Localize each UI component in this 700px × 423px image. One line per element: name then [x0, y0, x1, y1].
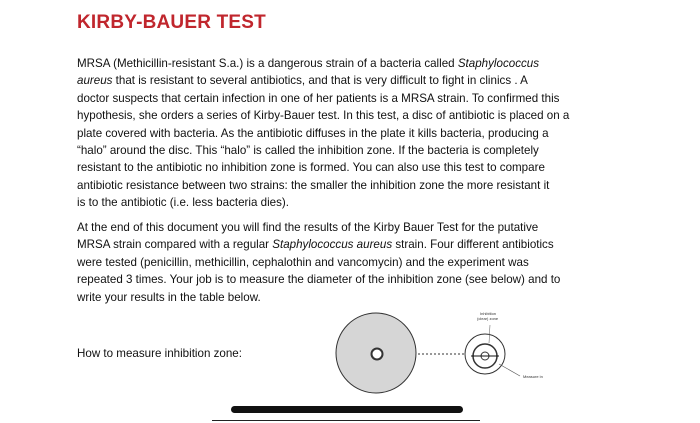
measure-instruction-label: How to measure inhibition zone: [77, 347, 242, 360]
paragraph-line: were tested (penicillin, methicillin, cephalothin and vancomycin) and the experiment was [77, 255, 529, 269]
inhibition-zone-figure [320, 308, 580, 408]
paragraph-line: is to the antibiotic (i.e. less bacteria dies). [77, 196, 290, 210]
paragraph-line: repeated 3 times. Your job is to measure the diameter of the inhibition zone (see below) and to [77, 273, 561, 287]
paragraph-line: aureus that is resistant to several antibiotics, and that is very difficult to fight in clinics . A [77, 74, 528, 88]
intro-paragraph [77, 55, 637, 212]
inhibition-zone-label: Inhibition [480, 311, 497, 316]
paragraph-line: antibiotic resistance between two strains: the smaller the inhibition zone the more resistant it [77, 178, 550, 192]
paragraph-line: doctor suspects that certain infection in one of her patients is a MRSA strain. To confirmed this [77, 91, 560, 105]
paragraph-line: hypothesis, she orders a series of Kirby-Bauer test. In this test, a disc of antibiotic is placed on a [77, 109, 570, 123]
paragraph-line: MRSA strain compared with a regular Staphylococcus aureus strain. Four different antibiotics [77, 238, 554, 252]
paragraph-line: plate covered with bacteria. As the antibiotic diffuses in the plate it kills bacteria, producing a [77, 126, 549, 140]
inhibition-zone-label: (clear) zone [477, 316, 499, 321]
measure-arrow [499, 364, 520, 376]
measure-label: Measure in [523, 374, 543, 379]
antibiotic-disc [372, 349, 383, 360]
paragraph-line: “halo” around the disc. This “halo” is called the inhibition zone. If the bacteria is completely [77, 144, 539, 158]
instructions-paragraph [77, 219, 637, 306]
paragraph-line: resistant to the antibiotic no inhibition zone is formed. You can also use this test to compare [77, 161, 545, 175]
divider-bar [231, 406, 463, 413]
page-title: KIRBY-BAUER TEST [77, 12, 266, 33]
paragraph-line: At the end of this document you will find the results of the Kirby Bauer Test for the putative [77, 221, 539, 234]
paragraph-line: MRSA (Methicillin-resistant S.a.) is a dangerous strain of a bacteria called Staphylococcus [77, 57, 540, 70]
divider-rule [212, 420, 480, 421]
paragraph-line: write your results in the table below. [77, 290, 261, 304]
